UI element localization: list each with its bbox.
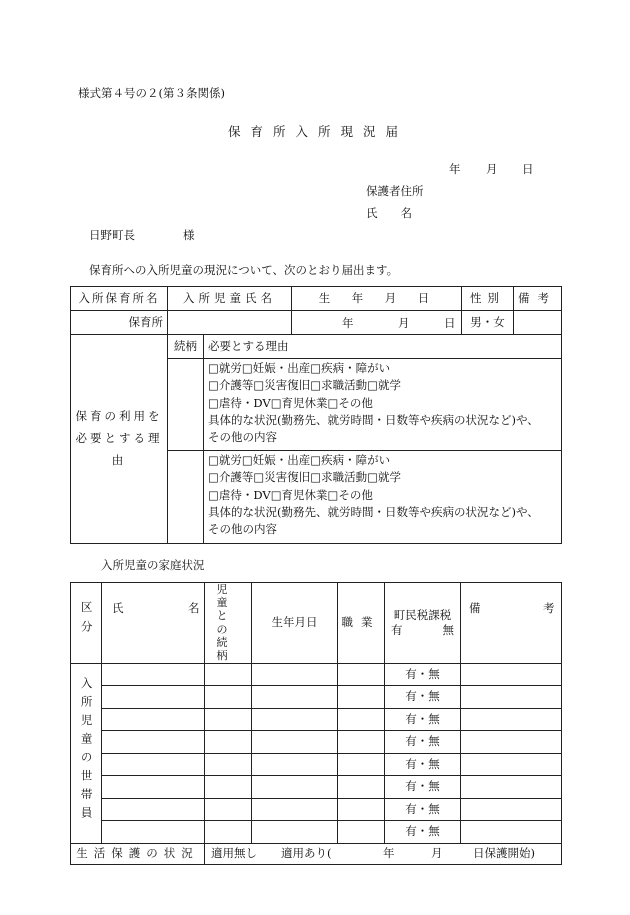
needed-reason-header: 必要とする理由 [204, 335, 562, 359]
member-tax-cell[interactable]: 有・無 [385, 821, 461, 844]
member-dob-cell[interactable] [252, 753, 338, 776]
welfare-field[interactable] [205, 843, 562, 864]
member-relation-cell[interactable] [205, 708, 252, 731]
table-row [71, 708, 562, 731]
member-dob-cell[interactable] [252, 663, 338, 686]
reason-detail-line-1: 具体的な状況(勤務先、就労時間・日数等や疾病の状況など)や、 [208, 412, 539, 427]
form-number: 様式第４号の２(第３条関係) [78, 86, 225, 100]
member-job-cell[interactable] [338, 821, 385, 844]
dob-field[interactable] [292, 311, 462, 335]
member-dob-cell[interactable] [252, 686, 338, 709]
welfare-none-option[interactable]: 適用無し [211, 845, 257, 860]
header-remarks: 備考 [514, 287, 562, 311]
welfare-month-label: 月 [431, 845, 443, 860]
child-name-field[interactable] [168, 311, 292, 335]
member-dob-cell[interactable] [252, 776, 338, 799]
date-month-label: 月 [486, 162, 498, 176]
household-table [70, 582, 562, 865]
reason-options-line-3: □虐待・DV□育児休業□その他 [208, 395, 373, 410]
reason-block-2[interactable] [204, 451, 562, 544]
member-job-cell[interactable] [338, 753, 385, 776]
member-remarks-cell[interactable] [461, 821, 562, 844]
member-tax-cell[interactable]: 有・無 [385, 798, 461, 821]
guardian-address-label: 保護者住所 [366, 184, 424, 198]
member-remarks-cell[interactable] [461, 753, 562, 776]
member-relation-cell[interactable] [205, 798, 252, 821]
guardian-name-label: 氏 名 [366, 206, 412, 220]
member-name-cell[interactable] [102, 821, 205, 844]
reason-options-line-1: □就労□妊娠・出産□疾病・障がい [208, 361, 391, 375]
member-name-cell[interactable] [102, 663, 205, 686]
member-tax-cell[interactable]: 有・無 [385, 686, 461, 709]
header-dob: 生年月日 [252, 583, 338, 664]
member-dob-cell[interactable] [252, 798, 338, 821]
member-dob-cell[interactable] [252, 821, 338, 844]
header-dob: 生 年 月 日 [292, 287, 462, 311]
member-job-cell[interactable] [338, 663, 385, 686]
date-year-label: 年 [449, 162, 461, 176]
welfare-year-label: 年 [383, 845, 395, 860]
addressee: 日野町長 [89, 228, 135, 242]
member-name-cell[interactable] [102, 776, 205, 799]
reason-options-line-2: □介護等□災害復旧□求職活動□就学 [208, 378, 401, 393]
member-name-cell[interactable] [102, 753, 205, 776]
member-tax-cell[interactable]: 有・無 [385, 753, 461, 776]
member-label: 入所児童の世帯員 [71, 663, 102, 843]
dob-day: 日 [444, 316, 456, 330]
member-relation-cell[interactable] [205, 663, 252, 686]
nursery-table [70, 286, 562, 544]
table-row [71, 753, 562, 776]
member-job-cell[interactable] [338, 708, 385, 731]
member-tax-cell[interactable]: 有・無 [385, 708, 461, 731]
gender-field[interactable]: 男・女 [462, 311, 514, 335]
header-relation: 児童との続柄 [205, 583, 252, 664]
reason-options-line-1: □就労□妊娠・出産□疾病・障がい [208, 453, 391, 467]
table-row [71, 686, 562, 709]
member-relation-cell[interactable] [205, 776, 252, 799]
member-remarks-cell[interactable] [461, 798, 562, 821]
member-relation-cell[interactable] [205, 753, 252, 776]
welfare-applied-option[interactable]: 適用あり( [281, 845, 332, 860]
reason-detail-line-1: 具体的な状況(勤務先、就労時間・日数等や疾病の状況など)や、 [208, 504, 539, 519]
reason-detail-line-2: その他の内容 [208, 430, 277, 444]
table-row [71, 776, 562, 799]
member-dob-cell[interactable] [252, 708, 338, 731]
nursery-suffix: 保育所 [128, 314, 163, 329]
header-child-name: 入所児童氏名 [168, 287, 292, 311]
member-relation-cell[interactable] [205, 731, 252, 754]
reason-label: 保育の利用を必要とする理由 [71, 335, 168, 544]
section2-title: 入所児童の家庭状況 [101, 558, 205, 572]
dob-year: 年 [342, 316, 354, 330]
reason-detail-line-2: その他の内容 [208, 522, 277, 536]
intro-text: 保育所への入所児童の現況について、次のとおり届出ます。 [89, 263, 399, 277]
header-nursery-name: 入所保育所名 [71, 287, 168, 311]
member-job-cell[interactable] [338, 731, 385, 754]
member-remarks-cell[interactable] [461, 776, 562, 799]
reason-block-1[interactable] [204, 359, 562, 451]
form-title: 保育所入所現況届 [228, 124, 409, 139]
nursery-name-field[interactable] [71, 311, 168, 335]
table-row [71, 821, 562, 844]
member-name-cell[interactable] [102, 708, 205, 731]
member-name-cell[interactable] [102, 686, 205, 709]
relation-field-2[interactable] [168, 451, 204, 544]
relation-field-1[interactable] [168, 359, 204, 451]
header-kubun: 区分 [71, 583, 102, 664]
dob-month: 月 [398, 316, 410, 330]
remarks-field[interactable] [514, 311, 562, 335]
header-gender: 性別 [462, 287, 514, 311]
member-tax-cell[interactable]: 有・無 [385, 776, 461, 799]
member-name-cell[interactable] [102, 731, 205, 754]
table-row [71, 798, 562, 821]
reason-options-line-2: □介護等□災害復旧□求職活動□就学 [208, 470, 401, 485]
member-job-cell[interactable] [338, 686, 385, 709]
header-job: 職業 [338, 583, 385, 664]
header-tax: 町民税課税 有 無 [385, 583, 461, 664]
addressee-suffix: 様 [183, 228, 195, 242]
member-job-cell[interactable] [338, 798, 385, 821]
member-relation-cell[interactable] [205, 686, 252, 709]
member-relation-cell[interactable] [205, 821, 252, 844]
header-remarks: 備 考 [461, 583, 562, 664]
reason-options-line-3: □虐待・DV□育児休業□その他 [208, 487, 373, 502]
member-dob-cell[interactable] [252, 731, 338, 754]
member-job-cell[interactable] [338, 776, 385, 799]
member-remarks-cell[interactable] [461, 708, 562, 731]
relation-header: 続柄 [168, 335, 204, 359]
welfare-start-label: 日保護開始) [473, 845, 535, 860]
member-name-cell[interactable] [102, 798, 205, 821]
member-tax-cell[interactable]: 有・無 [385, 731, 461, 754]
member-tax-cell[interactable]: 有・無 [385, 663, 461, 686]
member-remarks-cell[interactable] [461, 731, 562, 754]
welfare-label: 生活保護の状況 [71, 843, 205, 864]
date-day-label: 日 [522, 162, 534, 176]
member-remarks-cell[interactable] [461, 686, 562, 709]
table-row [71, 731, 562, 754]
member-remarks-cell[interactable] [461, 663, 562, 686]
table-row [71, 663, 562, 686]
header-member-name: 氏 名 [102, 583, 205, 664]
